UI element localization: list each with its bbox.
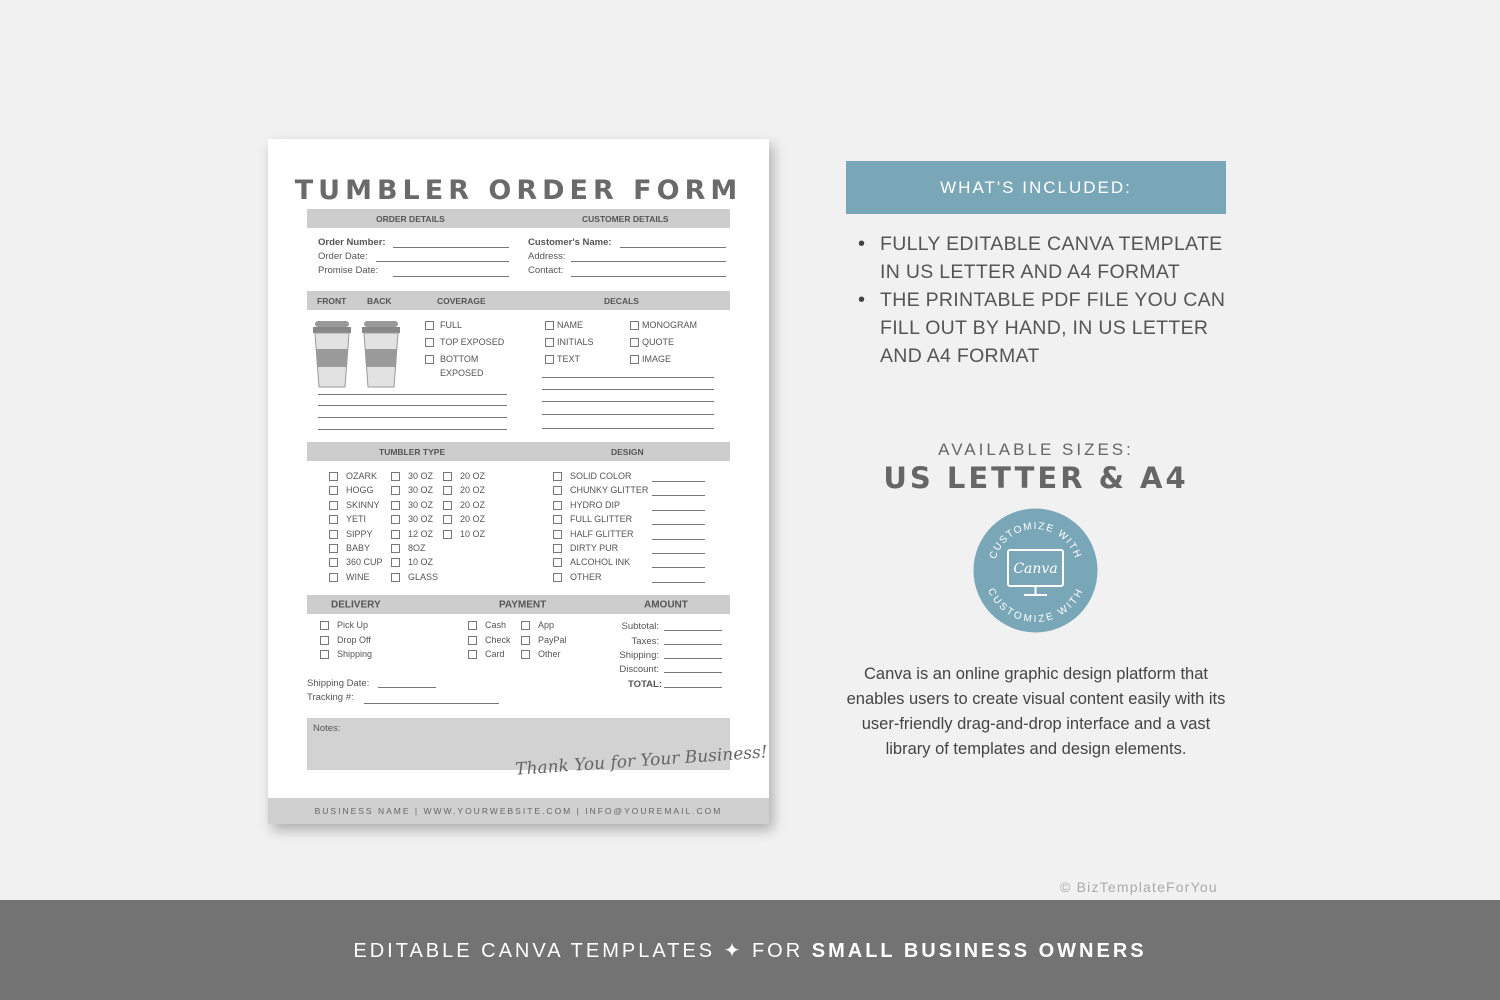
copyright-text: © BizTemplateForYou [1060, 879, 1218, 895]
customize-with-canva-badge [972, 507, 1099, 634]
shipping-amount-line[interactable] [664, 658, 722, 659]
decals-heading: DECALS [604, 295, 639, 306]
size-option-checkbox[interactable] [443, 501, 452, 510]
size-option-label: 30 OZ [408, 485, 434, 496]
decal-text-label: TEXT [557, 354, 581, 364]
design-option-label: OTHER [570, 571, 602, 582]
tumbler-type-option-checkbox[interactable] [329, 530, 338, 539]
tumbler-type-option-label: BABY [346, 543, 371, 553]
shipping-date-line[interactable] [378, 687, 436, 688]
size-option-label: 8OZ [408, 543, 426, 553]
design-option-checkbox[interactable] [553, 486, 562, 495]
decoration-header-bar [307, 291, 730, 310]
decal-name-label: NAME [557, 320, 584, 330]
size-option-label: 20 OZ [460, 485, 486, 496]
size-option-checkbox[interactable] [391, 544, 400, 553]
bottom-banner [0, 900, 1500, 1000]
tracking-label: Tracking #: [307, 692, 354, 703]
amount-heading: AMOUNT [644, 599, 688, 610]
total-line[interactable] [664, 687, 722, 688]
design-option-label: FULL GLITTER [570, 514, 633, 525]
decal-notes-line[interactable] [542, 377, 714, 378]
tumbler-type-option-label: 360 CUP [346, 557, 383, 568]
size-option-label: 12 OZ [408, 528, 434, 539]
form-title: TUMBLER ORDER FORM [294, 175, 743, 206]
coverage-top-exposed-checkbox[interactable] [425, 338, 434, 347]
canva-description: Canva is an online graphic design platform that enables users to create visual content easily with its user-friendly drag-and-drop interface and a vast library of templates and design elements. [846, 665, 1226, 758]
included-item: • FULLY EDITABLE CANVA TEMPLATE IN US LETTER AND A4 FORMAT [858, 230, 1238, 286]
promise-date-line[interactable] [393, 276, 509, 277]
decal-image-label: IMAGE [642, 354, 672, 364]
design-option-checkbox[interactable] [553, 501, 562, 510]
delivery-option-checkbox[interactable] [320, 650, 329, 659]
design-option-label: SOLID COLOR [570, 471, 632, 481]
coverage-bottom-exposed-label-2: EXPOSED [440, 368, 484, 378]
footer-contact-text: BUSINESS NAME | WWW.YOURWEBSITE.COM | INFO@YOUREMAIL.COM [314, 806, 723, 816]
payment-heading: PAYMENT [499, 599, 547, 610]
taxes-label: Taxes: [631, 636, 659, 647]
delivery-option-checkbox[interactable] [320, 636, 329, 645]
front-notes-line[interactable] [318, 394, 507, 395]
size-option-label: 30 OZ [408, 499, 434, 510]
decal-notes-line[interactable] [542, 414, 714, 415]
tumbler-type-option-checkbox[interactable] [329, 573, 338, 582]
coverage-full-checkbox[interactable] [425, 321, 434, 330]
design-notes-line[interactable] [652, 539, 705, 540]
coverage-full-label: FULL [440, 320, 463, 330]
address-label: Address: [528, 251, 566, 262]
whats-included-title: WHAT'S INCLUDED: [940, 178, 1132, 197]
size-option-checkbox[interactable] [391, 486, 400, 495]
payment-option-checkbox[interactable] [521, 621, 530, 630]
back-heading: BACK [367, 295, 392, 306]
design-notes-line[interactable] [652, 495, 705, 496]
design-notes-line[interactable] [652, 553, 705, 554]
taxes-line[interactable] [664, 644, 722, 645]
size-option-label: 20 OZ [460, 471, 486, 481]
delivery-option-label: Drop Off [337, 634, 371, 645]
design-option-label: HALF GLITTER [570, 528, 634, 539]
included-list [858, 230, 1238, 370]
discount-line[interactable] [664, 672, 722, 673]
tumbler-type-option-checkbox[interactable] [329, 515, 338, 524]
decal-initials-label: INITIALS [557, 337, 594, 347]
contact-label: Contact: [528, 265, 564, 276]
available-sizes-label: AVAILABLE SIZES: [938, 440, 1134, 459]
decal-notes-line[interactable] [542, 389, 714, 390]
promise-date-label: Promise Date: [318, 265, 379, 276]
total-label: TOTAL: [628, 679, 662, 690]
design-heading: DESIGN [611, 446, 644, 457]
delivery-heading: DELIVERY [331, 599, 381, 610]
tumbler-type-option-checkbox[interactable] [329, 544, 338, 553]
tumbler-type-option-checkbox[interactable] [329, 558, 338, 567]
type-design-header-bar [307, 442, 730, 461]
contact-line[interactable] [571, 276, 726, 277]
decal-quote-label: QUOTE [642, 337, 675, 347]
banner-text: EDITABLE CANVA TEMPLATES ✦ FOR SMALL BUSINESS OWNERS [353, 940, 1147, 962]
shipping-date-label: Shipping Date: [307, 678, 370, 689]
tumbler-type-option-label: HOGG [346, 485, 374, 496]
order-details-heading: ORDER DETAILS [376, 213, 445, 224]
delivery-option-checkbox[interactable] [320, 621, 329, 630]
address-line[interactable] [571, 261, 726, 262]
payment-option-label: App [538, 620, 555, 630]
decal-quote-checkbox[interactable] [630, 338, 639, 347]
payment-option-checkbox[interactable] [468, 636, 477, 645]
order-date-label: Order Date: [318, 251, 368, 262]
size-option-label: 30 OZ [408, 471, 434, 481]
subtotal-label: Subtotal: [621, 621, 659, 632]
front-notes-line[interactable] [318, 405, 507, 406]
size-option-checkbox[interactable] [443, 530, 452, 539]
design-option-checkbox[interactable] [553, 515, 562, 524]
payment-option-label: Card [485, 649, 505, 660]
decal-initials-checkbox[interactable] [545, 338, 554, 347]
coverage-bottom-exposed-label-1: BOTTOM [440, 354, 479, 364]
tumbler-type-option-label: OZARK [346, 471, 378, 481]
available-sizes-value: US LETTER & A4 [883, 461, 1189, 495]
front-heading: FRONT [317, 295, 347, 306]
coverage-bottom-exposed-checkbox[interactable] [425, 355, 434, 364]
coverage-heading: COVERAGE [437, 295, 486, 306]
size-option-checkbox[interactable] [391, 472, 400, 481]
size-option-label: GLASS [408, 571, 439, 582]
whats-included-header [846, 161, 1226, 214]
design-option-checkbox[interactable] [553, 544, 562, 553]
decal-name-checkbox[interactable] [545, 321, 554, 330]
tumbler-type-option-label: SIPPY [346, 528, 373, 539]
discount-label: Discount: [619, 664, 659, 675]
design-option-checkbox[interactable] [553, 573, 562, 582]
design-notes-line[interactable] [652, 510, 705, 511]
front-notes-line[interactable] [318, 417, 507, 418]
size-option-checkbox[interactable] [391, 501, 400, 510]
delivery-header-bar [307, 595, 730, 614]
tumbler-type-option-checkbox[interactable] [329, 501, 338, 510]
tumbler-type-heading: TUMBLER TYPE [379, 446, 446, 457]
badge-ring-text-top: CUSTOMIZE WITH [987, 520, 1084, 561]
order-number-line[interactable] [393, 247, 509, 248]
design-notes-line[interactable] [652, 481, 705, 482]
size-option-checkbox[interactable] [391, 573, 400, 582]
back-tumbler-icon [361, 319, 401, 389]
size-option-checkbox[interactable] [391, 530, 400, 539]
size-option-checkbox[interactable] [391, 515, 400, 524]
decal-monogram-label: MONOGRAM [642, 320, 697, 330]
decal-image-checkbox[interactable] [630, 355, 639, 364]
payment-option-checkbox[interactable] [521, 650, 530, 659]
coverage-top-exposed-label: TOP EXPOSED [440, 337, 505, 347]
thank-you-signature: Thank You for Your Business! [514, 742, 769, 780]
included-item: • THE PRINTABLE PDF FILE YOU CAN FILL OUT BY HAND, IN US LETTER AND A4 FORMAT [858, 286, 1238, 370]
tumbler-type-option-label: WINE [346, 571, 370, 582]
order-date-line[interactable] [376, 261, 509, 262]
shipping-amount-label: Shipping: [619, 650, 659, 661]
payment-option-checkbox[interactable] [521, 636, 530, 645]
front-tumbler-icon [312, 319, 352, 389]
payment-option-label: PayPal [538, 634, 567, 645]
tumbler-type-option-label: SKINNY [346, 499, 380, 510]
payment-option-label: Check [485, 634, 511, 645]
customer-details-heading: CUSTOMER DETAILS [582, 213, 669, 224]
size-option-label: 10 OZ [460, 528, 486, 539]
payment-option-checkbox[interactable] [468, 650, 477, 659]
design-option-label: HYDRO DIP [570, 499, 621, 510]
tumbler-type-option-checkbox[interactable] [329, 486, 338, 495]
design-option-label: ALCOHOL INK [570, 557, 631, 568]
canva-logo-text: Canva [1013, 561, 1058, 577]
size-option-checkbox[interactable] [391, 558, 400, 567]
decal-text-checkbox[interactable] [545, 355, 554, 364]
size-option-checkbox[interactable] [443, 515, 452, 524]
decal-notes-line[interactable] [542, 401, 714, 402]
size-option-label: 20 OZ [460, 514, 486, 525]
customer-name-line[interactable] [620, 247, 726, 248]
size-option-label: 10 OZ [408, 557, 434, 568]
form-footer [268, 798, 769, 824]
design-option-checkbox[interactable] [553, 472, 562, 481]
subtotal-line[interactable] [664, 630, 722, 631]
badge-ring-text-bottom: CUSTOMIZE WITH [984, 586, 1087, 626]
design-option-checkbox[interactable] [553, 530, 562, 539]
order-form-sheet [268, 139, 769, 824]
design-notes-line[interactable] [652, 582, 705, 583]
tumbler-type-option-checkbox[interactable] [329, 472, 338, 481]
delivery-option-label: Pick Up [337, 620, 369, 630]
tumbler-type-option-label: YETI [346, 514, 367, 525]
payment-option-checkbox[interactable] [468, 621, 477, 630]
size-option-label: 20 OZ [460, 499, 486, 510]
decal-monogram-checkbox[interactable] [630, 321, 639, 330]
payment-option-label: Cash [485, 620, 507, 630]
design-option-label: DIRTY PUR [570, 543, 619, 553]
front-notes-line[interactable] [318, 429, 507, 430]
design-option-checkbox[interactable] [553, 558, 562, 567]
size-option-label: 30 OZ [408, 514, 434, 525]
design-notes-line[interactable] [652, 524, 705, 525]
design-notes-line[interactable] [652, 567, 705, 568]
customer-name-label: Customer's Name: [528, 237, 612, 248]
notes-label: Notes: [313, 723, 341, 734]
decal-notes-line[interactable] [542, 428, 714, 429]
tracking-line[interactable] [364, 703, 499, 704]
order-number-label: Order Number: [318, 237, 386, 248]
details-header-bar [307, 209, 730, 228]
size-option-checkbox[interactable] [443, 472, 452, 481]
payment-option-label: Other [538, 649, 561, 660]
design-option-label: CHUNKY GLITTER [570, 485, 649, 496]
delivery-option-label: Shipping [337, 649, 373, 660]
size-option-checkbox[interactable] [443, 486, 452, 495]
